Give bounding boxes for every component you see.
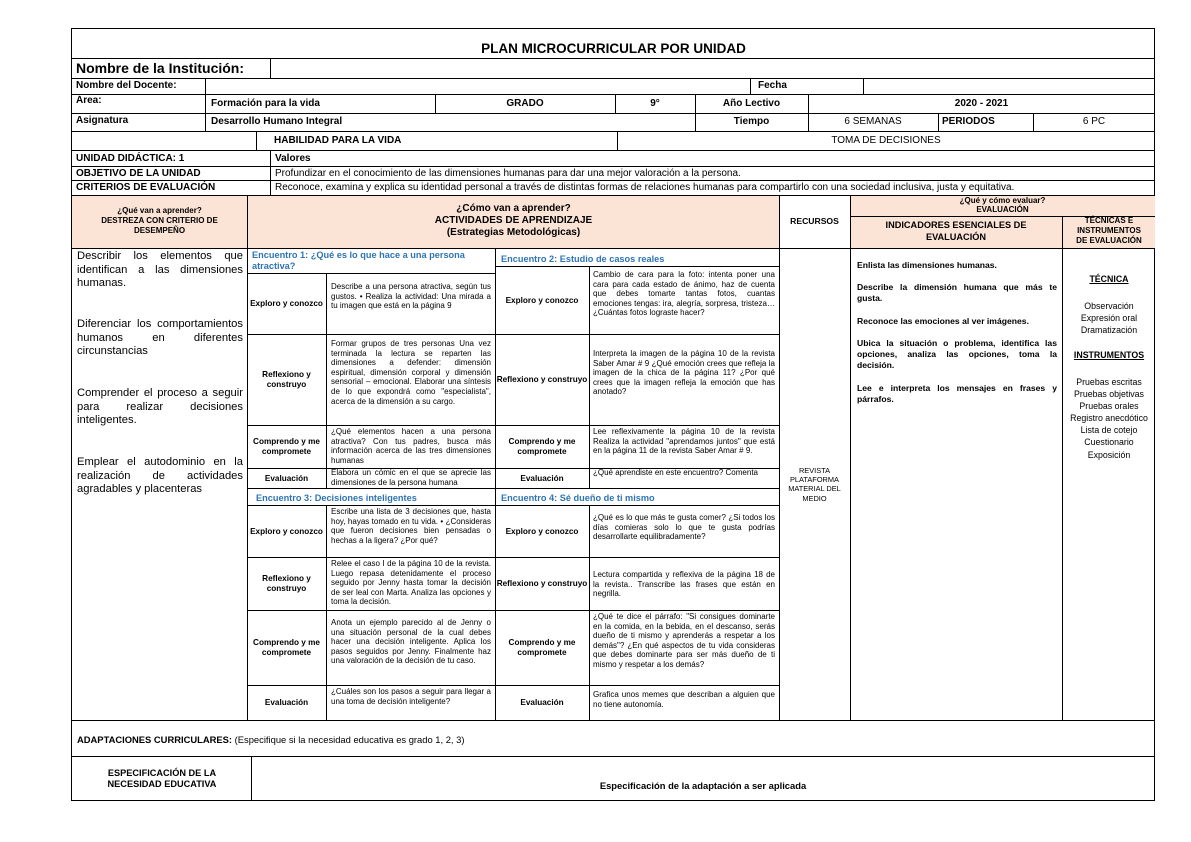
eval-title: EVALUACIÓN: [976, 205, 1029, 214]
encuentro-1-explore: Describe a una persona atractiva, según tus gustos. • Realiza la actividad: Una mirada a tu imagen que está en la página 9: [331, 282, 491, 311]
step-eval-2: Evaluación: [520, 473, 564, 483]
instrument-7: Exposición: [1087, 450, 1131, 460]
encuentro-1-eval: Elabora un cómic en el que se aprecie las dimensiones de la persona humana: [331, 468, 491, 487]
techniques-header-2: INSTRUMENTOS: [1077, 226, 1141, 235]
year-value: 2020 - 2021: [954, 98, 1009, 109]
year-label: Año Lectivo: [722, 98, 781, 109]
encuentro-2-title: Encuentro 2: Estudio de casos reales: [501, 254, 665, 264]
encuentro-3-title: Encuentro 3: Decisiones inteligentes: [256, 493, 417, 503]
document-title: PLAN MICROCURRICULAR POR UNIDAD: [481, 41, 746, 56]
encuentro-1-title: Encuentro 1: ¿Qué es lo que hace a una persona atractiva?: [252, 250, 465, 271]
instruments-heading: INSTRUMENTOS: [1073, 350, 1145, 360]
instrument-3: Pruebas orales: [1079, 401, 1139, 411]
step-reflect-2: Reflexiono y construyo: [496, 375, 588, 384]
time-value: 6 SEMANAS: [844, 116, 902, 127]
step-explore-3: Exploro y conozco: [250, 526, 323, 536]
step-eval-4: Evaluación: [520, 698, 564, 707]
techniques-header-3: DE EVALUACIÓN: [1076, 236, 1142, 245]
step-explore-2: Exploro y conozco: [505, 295, 579, 305]
skill-label: HABILIDAD PARA LA VIDA: [274, 135, 402, 146]
technique-2: Expresión oral: [1080, 313, 1138, 323]
encuentro-4-eval: Grafica unos memes que describan a alguien que no tiene autonomía.: [593, 690, 775, 709]
area-value: Formación para la vida: [211, 98, 320, 109]
unit-label: UNIDAD DIDÁCTICA: 1: [76, 153, 185, 164]
destreza-4: Emplear el autodominio en la realización de actividades agradables y placenteras: [77, 456, 243, 495]
step-eval-1: Evaluación: [264, 473, 309, 483]
technique-3: Dramatización: [1080, 325, 1138, 335]
indicator-2: Describe la dimensión humana que más te gusta.: [857, 282, 1057, 303]
step-commit-4: Comprendo y me compromete: [508, 638, 576, 657]
subject-value: Desarrollo Humano Integral: [211, 116, 343, 127]
encuentro-2-reflect: Interpreta la imagen de la página 10 de la revista Saber Amar # 9 ¿Qué emoción crees que refleja la imagen de la chica de la página 11? ¿Por qué crees que la imagen refleja la emoción que has anotado?: [593, 349, 775, 397]
encuentro-2-explore: Cambio de cara para la foto: intenta poner una cara para cada estado de ánimo, haz de cuenta que debes tomarte tantas fotos, cuantas emociones tengas: ira, alegría, sorpresa, tristeza… ¿Cuántas fotos lograste hacer?: [593, 270, 775, 318]
dest-title: DESTREZA CON CRITERIO DE: [101, 216, 218, 225]
indicators-header: INDICADORES ESENCIALES DE: [885, 220, 1027, 230]
instrument-6: Cuestionario: [1084, 437, 1134, 447]
unit-value: Valores: [275, 153, 311, 164]
step-explore-4: Exploro y conozco: [505, 526, 579, 536]
act-title: ACTIVIDADES DE APRENDIZAJE: [434, 215, 593, 226]
step-reflect-4: Reflexiono y construyo: [496, 579, 588, 588]
instrument-2: Pruebas objetivas: [1074, 389, 1144, 399]
encuentro-3-eval: ¿Cuáles son los pasos a seguir para llegar a una toma de decisión inteligente?: [331, 687, 491, 706]
destreza-1: Describir los elementos que identifican a las dimensiones humanas.: [77, 250, 243, 289]
step-explore-1: Exploro y conozco: [250, 299, 323, 308]
indicator-3: Reconoce las emociones al ver imágenes.: [857, 316, 1029, 326]
spec-adaptation-value: Especificación de la adaptación a ser aplicada: [599, 780, 807, 791]
dest-question: ¿Qué van a aprender?: [117, 206, 202, 215]
adaptations-row: [77, 734, 464, 746]
periods-label: PERIODOS: [942, 116, 995, 127]
encuentro-4-explore: ¿Qué es lo que más te gusta comer? ¿Si todos los días comieras solo lo que te gusta podrías desarrollarte equilibradamente?: [593, 513, 775, 542]
encuentro-2-eval: ¿Qué aprendiste en este encuentro? Comenta: [593, 468, 758, 477]
spec-need-label: ESPECIFICACIÓN DE LA NECESIDAD EDUCATIVA: [107, 768, 217, 789]
teacher-label: Nombre del Docente:: [76, 80, 177, 91]
indicator-1: Enlista las dimensiones humanas.: [857, 260, 997, 270]
technique-heading: TÉCNICA: [1089, 274, 1129, 284]
grade-label: GRADO: [506, 98, 544, 109]
institution-label: Nombre de la Institución:: [76, 60, 245, 76]
time-label: Tiempo: [733, 116, 770, 127]
instrument-1: Pruebas escritas: [1076, 377, 1142, 387]
objective-value: Profundizar en el conocimiento de las dimensiones humanas para dar una mejor valoración a la persona.: [275, 168, 741, 179]
grade-value: 9°: [650, 98, 660, 109]
resources-header: RECURSOS: [790, 216, 839, 226]
encuentro-3-explore: Escribe una lista de 3 decisiones que, hasta hoy, hayas tomado en tu vida. • ¿Consideras que fueron decisiones bien pensadas o hechas a la ligera? ¿Por qué?: [331, 507, 491, 545]
subject-label: Asignatura: [76, 115, 129, 126]
encuentro-4-commit: ¿Qué te dice el párrafo: "Si consigues dominarte en la comida, en la bebida, en el descanso, serás dueño de ti mismo y aprenderás a respetar a los demás"? ¿En qué aspectos de tu vida consideras que debes dominarte para ser más dueño de ti mismo y respetar a los demás?: [593, 612, 775, 669]
step-commit-1: Comprendo y me compromete: [253, 437, 320, 456]
instrument-4: Registro anecdótico: [1070, 413, 1148, 423]
encuentro-1-reflect: Formar grupos de tres personas Una vez terminada la lectura se reparten las dimensiones a defender: dimensión espiritual, dimensión corporal y dimensión sensorial – emocional. Elaborar una síntesis de lo que expondrá como "especialista", acerca de la dimensión a su cargo.: [331, 339, 491, 406]
dest-title-2: DESEMPEÑO: [133, 226, 186, 235]
encuentro-3-commit: Anota un ejemplo parecido al de Jenny o una situación personal de la cual debes hacer una decisión inteligente. Aplica los pasos seguidos por Jenny. Finalmente haz una valoración de la decisión de tu caso.: [331, 618, 491, 666]
technique-1: Observación: [1084, 301, 1134, 311]
step-commit-3: Comprendo y me compromete: [253, 638, 320, 657]
resources-list: REVISTA PLATAFORMA MATERIAL DEL MEDIO: [788, 466, 841, 503]
adaptations-note: (Especifique si la necesidad educativa es grado 1, 2, 3): [232, 734, 465, 745]
skill-value: TOMA DE DECISIONES: [831, 135, 941, 146]
criteria-label: CRITERIOS DE EVALUACIÓN: [76, 182, 216, 193]
instrument-5: Lista de cotejo: [1080, 425, 1138, 435]
techniques-header: TÉCNICAS E: [1084, 216, 1134, 225]
destreza-2: Diferenciar los comportamientos humanos en diferentes circunstancias: [77, 318, 243, 357]
act-question: ¿Cómo van a aprender?: [456, 203, 571, 214]
encuentro-2-commit: Lee reflexivamente la página 10 de la revista Realiza la actividad "aprendamos juntos" que está en la página 11 de la revista Saber Amar # 9.: [593, 427, 775, 456]
step-eval-3: Evaluación: [264, 698, 309, 707]
encuentro-1-commit: ¿Qué elementos hacen a una persona atractiva? Con tus padres, busca más información acerca de las tres dimensiones humanas: [331, 427, 491, 465]
step-reflect-1: Reflexiono y construyo: [262, 370, 311, 389]
act-subtitle: (Estrategias Metodológicas): [446, 227, 581, 238]
destreza-3: Comprender el proceso a seguir para realizar decisiones inteligentes.: [77, 387, 243, 426]
encuentro-3-reflect: Relee el caso I de la página 10 de la revista. Luego repasa detenidamente el proceso seguido por Jenny hasta tomar la decisión de ser leal con Marta. Analiza las opciones y toma la decisión.: [331, 559, 491, 607]
eval-question: ¿Qué y cómo evaluar?: [959, 196, 1046, 205]
indicator-4: Ubica la situación o problema, identifica las opciones, analiza las opciones, toma la decisión.: [857, 338, 1057, 370]
encuentro-4-reflect: Lectura compartida y reflexiva de la página 18 de la revista.. Transcribe las frases que están en negrilla.: [593, 570, 775, 599]
area-label: Área:: [76, 95, 102, 106]
objective-label: OBJETIVO DE LA UNIDAD: [76, 168, 201, 179]
step-reflect-3: Reflexiono y construyo: [262, 574, 311, 593]
periods-value: 6 PC: [1082, 116, 1106, 127]
indicator-5: Lee e interpreta los mensajes en frases y párrafos.: [857, 383, 1057, 404]
adaptations-label: ADAPTACIONES CURRICULARES:: [77, 734, 233, 745]
criteria-value: Reconoce, examina y explica su identidad personal a través de distintas formas de relaciones humanas para compartirlo con una sociedad inclusiva, justa y equitativa.: [275, 182, 1015, 193]
date-label: Fecha: [758, 80, 787, 91]
indicators-header-2: EVALUACIÓN: [925, 232, 987, 242]
encuentro-4-title: Encuentro 4: Sé dueño de ti mismo: [501, 493, 655, 503]
step-commit-2: Comprendo y me compromete: [508, 437, 576, 456]
